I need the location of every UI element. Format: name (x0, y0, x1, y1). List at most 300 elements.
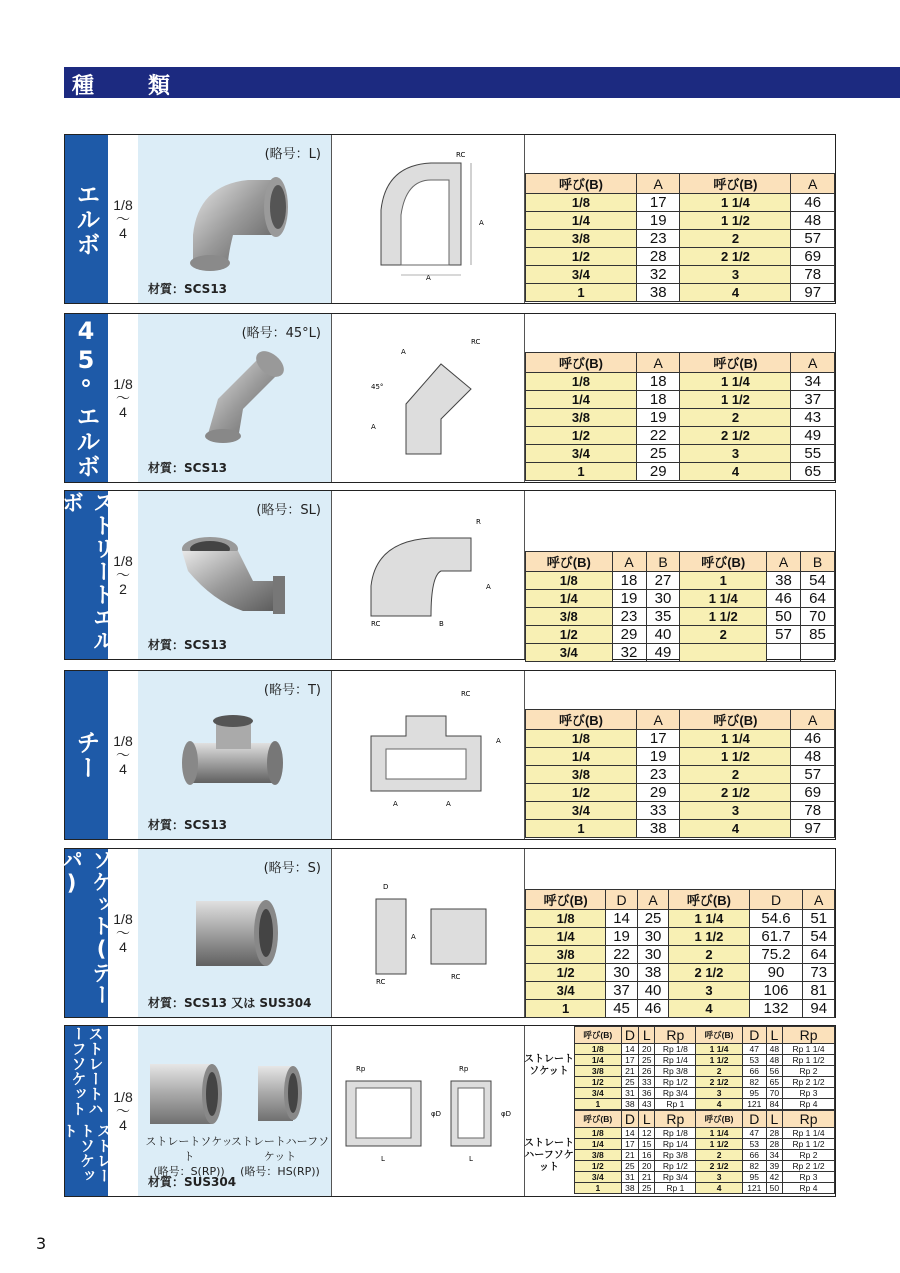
dimension-cell: 17 (636, 194, 680, 212)
dimension-cell: 82 (742, 1077, 766, 1088)
dimension-cell: 61.7 (749, 928, 803, 946)
nominal-size-cell: 2 (680, 766, 791, 784)
dimension-cell: Rp 1/8 (655, 1128, 696, 1139)
street-elbow-drawing (331, 491, 524, 658)
dimension-cell: 70 (766, 1088, 782, 1099)
table-row (526, 194, 835, 212)
dimension-cell: 33 (639, 1077, 655, 1088)
table-row (575, 1150, 835, 1161)
nominal-size-cell: 3/8 (526, 946, 606, 964)
dimension-cell: 132 (749, 1000, 803, 1018)
dimension-cell: 69 (791, 248, 835, 266)
nominal-size-cell: 3 (680, 802, 791, 820)
dimension-cell: 19 (612, 590, 646, 608)
dimension-cell: 45 (606, 1000, 638, 1018)
nominal-size-cell: 1/4 (526, 391, 637, 409)
table-row (526, 427, 835, 445)
nominal-size-cell: 3/4 (575, 1088, 622, 1099)
table-row (526, 590, 835, 608)
column-header: 呼び(B) (696, 1027, 743, 1044)
column-header: Rp (783, 1111, 835, 1128)
column-header: 呼び(B) (575, 1111, 622, 1128)
dimension-cell: 25 (621, 1077, 638, 1088)
spec-table (574, 1026, 835, 1110)
nominal-size-cell: 1/8 (526, 910, 606, 928)
page-number: 3 (36, 1234, 47, 1253)
straight-socket-drawing (331, 1026, 524, 1196)
table-row (526, 608, 835, 626)
svg-text:D: D (383, 883, 389, 891)
dimension-cell: 14 (621, 1128, 638, 1139)
svg-text:A: A (446, 800, 451, 808)
spec-table-container (525, 551, 835, 662)
dimension-cell: 94 (803, 1000, 835, 1018)
column-header: L (766, 1027, 782, 1044)
dimension-cell: 29 (612, 626, 646, 644)
dimension-cell: 84 (766, 1099, 782, 1110)
nominal-size-cell: 3 (696, 1172, 743, 1183)
dimension-cell: 12 (639, 1128, 655, 1139)
nominal-size-cell: 3/8 (575, 1066, 622, 1077)
table-row (526, 409, 835, 427)
column-header: A (612, 552, 646, 572)
spec-table-container (525, 352, 835, 481)
table-row (575, 1161, 835, 1172)
table-row (526, 820, 835, 838)
nominal-size-cell: 1 1/4 (680, 194, 791, 212)
dimension-cell: 20 (639, 1044, 655, 1055)
column-header: D (606, 890, 638, 910)
dimension-cell: 64 (803, 946, 835, 964)
material: 材質：SCS13 又は SUS304 (148, 996, 312, 1010)
dimension-cell: 49 (791, 427, 835, 445)
table-row (575, 1183, 835, 1194)
nominal-size-cell: 2 (696, 1150, 743, 1161)
table-row (526, 982, 835, 1000)
svg-text:A: A (479, 219, 484, 227)
dimension-cell: 37 (606, 982, 638, 1000)
spec-table (525, 352, 835, 481)
material: 材質：SCS13 (148, 282, 228, 296)
nominal-size-cell: 1/8 (575, 1044, 622, 1055)
svg-text:L: L (469, 1155, 473, 1163)
dimension-cell: Rp 1/2 (655, 1161, 696, 1172)
nominal-size-cell: 1/2 (526, 248, 637, 266)
dimension-cell: 22 (606, 946, 638, 964)
dimension-cell: 46 (791, 194, 835, 212)
nominal-size-cell: 1 1/4 (680, 373, 791, 391)
dimension-cell: 50 (767, 608, 801, 626)
column-header: A (636, 174, 680, 194)
table-row (575, 1077, 835, 1088)
dimension-cell: 14 (606, 910, 638, 928)
section-title: 種 類 (72, 74, 187, 99)
dimension-cell: Rp 3/8 (655, 1150, 696, 1161)
dimension-cell: 69 (791, 784, 835, 802)
dimension-cell: 32 (612, 644, 646, 662)
dimension-cell: Rp 1 1/4 (783, 1044, 835, 1055)
dimension-cell: 46 (791, 730, 835, 748)
column-header: 呼び(B) (526, 890, 606, 910)
material: 材質：SCS13 (148, 818, 228, 832)
size-range: 1/8 〜 2 (108, 491, 139, 659)
dimension-cell: Rp 3/4 (655, 1088, 696, 1099)
dimension-cell: 57 (767, 626, 801, 644)
dimension-cell: 49 (646, 644, 680, 662)
nominal-size-cell: 1 (526, 1000, 606, 1018)
nominal-size-cell: 1/8 (526, 572, 613, 590)
45-elbow-drawing (331, 314, 524, 481)
nominal-size-cell: 1 1/2 (696, 1055, 743, 1066)
table-row (575, 1172, 835, 1183)
dimension-cell: 25 (636, 445, 680, 463)
dimension-drawing (331, 135, 525, 303)
dimension-cell: 30 (606, 964, 638, 982)
dimension-cell: 48 (791, 212, 835, 230)
product-photo-panel (138, 849, 332, 1017)
dimension-cell: 18 (636, 373, 680, 391)
column-header: 呼び(B) (526, 353, 637, 373)
dimension-cell: 40 (637, 982, 669, 1000)
nominal-size-cell: 1/4 (526, 928, 606, 946)
svg-text:A: A (486, 583, 491, 591)
column-header: Rp (655, 1111, 696, 1128)
nominal-size-cell: 4 (696, 1183, 743, 1194)
spec-table (525, 173, 835, 302)
column-header: Rp (783, 1027, 835, 1044)
dimension-cell: 29 (636, 784, 680, 802)
table-row (526, 248, 835, 266)
product-straight-socket (61, 1025, 836, 1197)
table-row (526, 572, 835, 590)
table-row (575, 1066, 835, 1077)
dimension-cell: 28 (766, 1128, 782, 1139)
nominal-size-cell: 1/4 (526, 212, 637, 230)
table-row (575, 1139, 835, 1150)
svg-text:Rp: Rp (356, 1065, 366, 1073)
size-range: 1/8 〜 4 (108, 1026, 139, 1196)
nominal-size-cell: 3 (680, 266, 791, 284)
product-street-elbow (58, 490, 836, 661)
dimension-cell: 18 (612, 572, 646, 590)
table-row (526, 946, 835, 964)
nominal-size-cell: 1/2 (575, 1161, 622, 1172)
table-row (526, 373, 835, 391)
nominal-size-cell: 3/4 (526, 644, 613, 662)
dimension-cell: 37 (791, 391, 835, 409)
dimension-cell: 31 (621, 1172, 638, 1183)
dimension-cell: 57 (791, 766, 835, 784)
table-row (575, 1044, 835, 1055)
dimension-cell: 38 (636, 820, 680, 838)
dimension-cell: Rp 3 (783, 1088, 835, 1099)
nominal-size-cell (680, 644, 767, 662)
dimension-cell: 18 (636, 391, 680, 409)
nominal-size-cell: 3/8 (526, 230, 637, 248)
column-header: 呼び(B) (575, 1027, 622, 1044)
nominal-size-cell: 1/8 (526, 373, 637, 391)
dimension-cell: 38 (636, 284, 680, 302)
column-header: 呼び(B) (680, 552, 767, 572)
spec-table (525, 551, 835, 662)
column-header: 呼び(B) (680, 710, 791, 730)
dimension-cell: 82 (742, 1161, 766, 1172)
column-header: 呼び(B) (669, 890, 749, 910)
dimension-cell: 28 (766, 1139, 782, 1150)
tee-drawing (331, 671, 524, 838)
dimension-cell: 25 (621, 1161, 638, 1172)
nominal-size-cell: 3/4 (526, 266, 637, 284)
nominal-size-cell: 3/4 (575, 1172, 622, 1183)
dimension-cell: 25 (639, 1183, 655, 1194)
dimension-cell: 38 (621, 1183, 638, 1194)
dimension-cell: Rp 4 (783, 1099, 835, 1110)
size-range: 1/8 〜 4 (108, 314, 139, 482)
dimension-cell: 14 (621, 1044, 638, 1055)
table-row (575, 1099, 835, 1110)
column-header: A (636, 353, 680, 373)
svg-text:45°: 45° (371, 383, 384, 391)
table-row (526, 445, 835, 463)
dimension-cell: 19 (636, 409, 680, 427)
nominal-size-cell: 1/4 (526, 748, 637, 766)
dimension-cell: Rp 1 (655, 1099, 696, 1110)
dimension-cell: 39 (766, 1161, 782, 1172)
dimension-cell: Rp 1 (655, 1183, 696, 1194)
dimension-cell: 64 (800, 590, 834, 608)
nominal-size-cell: 2 1/2 (680, 784, 791, 802)
dimension-cell: 48 (791, 748, 835, 766)
table-row (526, 784, 835, 802)
dimension-cell: 85 (800, 626, 834, 644)
nominal-size-cell: 4 (680, 284, 791, 302)
svg-text:A: A (371, 423, 376, 431)
nominal-size-cell: 1 1/4 (680, 590, 767, 608)
dimension-cell: 121 (742, 1183, 766, 1194)
dimension-cell: 42 (766, 1172, 782, 1183)
nominal-size-cell: 3/4 (526, 802, 637, 820)
nominal-size-cell: 1 1/2 (680, 608, 767, 626)
dimension-cell: 66 (742, 1066, 766, 1077)
dimension-cell: 97 (791, 820, 835, 838)
column-header: A (791, 710, 835, 730)
dimension-cell: 15 (639, 1139, 655, 1150)
dimension-cell: 47 (742, 1128, 766, 1139)
dimension-cell: 53 (742, 1139, 766, 1150)
column-header: A (803, 890, 835, 910)
nominal-size-cell: 1/2 (526, 964, 606, 982)
svg-text:RC: RC (451, 973, 461, 981)
dimension-cell: 65 (791, 463, 835, 481)
category-name: 45°エルボ (65, 314, 108, 482)
dimension-cell: 47 (742, 1044, 766, 1055)
dimension-cell: Rp 1/4 (655, 1055, 696, 1066)
dimension-cell: 17 (636, 730, 680, 748)
dimension-cell: 36 (639, 1088, 655, 1099)
nominal-size-cell: 1/2 (575, 1077, 622, 1088)
nominal-size-cell: 1 (526, 820, 637, 838)
dimension-drawing (331, 314, 525, 482)
dimension-cell: Rp 1/4 (655, 1139, 696, 1150)
dimension-cell: 30 (637, 928, 669, 946)
table-row (526, 266, 835, 284)
svg-text:A: A (393, 800, 398, 808)
dimension-cell: 33 (636, 802, 680, 820)
table-row (526, 928, 835, 946)
column-header: B (646, 552, 680, 572)
dimension-cell: 27 (646, 572, 680, 590)
column-header: 呼び(B) (680, 353, 791, 373)
product-photo-panel (138, 135, 332, 303)
nominal-size-cell: 1 1/2 (680, 212, 791, 230)
abbreviation: (略号：45°L) (241, 326, 321, 341)
nominal-size-cell: 1/4 (575, 1139, 622, 1150)
dimension-cell: Rp 2 1/2 (783, 1161, 835, 1172)
dimension-cell: 95 (742, 1172, 766, 1183)
dimension-cell (800, 644, 834, 662)
category-name: エルボ (65, 135, 108, 303)
product-photo-panel (138, 491, 332, 659)
nominal-size-cell: 1 1/4 (696, 1128, 743, 1139)
nominal-size-cell: 2 (669, 946, 749, 964)
dimension-cell: 23 (612, 608, 646, 626)
column-header: L (766, 1111, 782, 1128)
dimension-drawing (331, 491, 525, 659)
dimension-cell: 95 (742, 1088, 766, 1099)
column-header: 呼び(B) (526, 552, 613, 572)
abbreviation: (略号：L) (264, 147, 321, 162)
group-label: ストレート ソケット (524, 1054, 574, 1077)
dimension-cell: Rp 1 1/2 (783, 1139, 835, 1150)
nominal-size-cell: 3/4 (526, 445, 637, 463)
caption-straight-socket: ストレートソケット (略号：S(RP)) (145, 1135, 233, 1178)
dimension-cell: 78 (791, 266, 835, 284)
svg-text:RC: RC (371, 620, 381, 628)
column-header: 呼び(B) (526, 174, 637, 194)
column-header: A (791, 174, 835, 194)
dimension-cell: 16 (639, 1150, 655, 1161)
dimension-cell: Rp 3/4 (655, 1172, 696, 1183)
spec-table (525, 889, 835, 1018)
nominal-size-cell: 4 (696, 1099, 743, 1110)
dimension-cell: 30 (646, 590, 680, 608)
spec-table (525, 709, 835, 838)
dimension-cell: 38 (637, 964, 669, 982)
dimension-cell: 21 (639, 1172, 655, 1183)
svg-text:RC: RC (376, 978, 386, 986)
nominal-size-cell: 1 1/2 (680, 748, 791, 766)
nominal-size-cell: 1 1/4 (680, 730, 791, 748)
nominal-size-cell: 2 1/2 (680, 427, 791, 445)
dimension-cell: 22 (636, 427, 680, 445)
dimension-cell: Rp 1 1/2 (783, 1055, 835, 1066)
column-header: D (749, 890, 803, 910)
nominal-size-cell: 2 1/2 (669, 964, 749, 982)
product-tee (64, 670, 836, 840)
svg-text:A: A (411, 933, 416, 941)
svg-text:B: B (439, 620, 444, 628)
dimension-cell: 19 (606, 928, 638, 946)
nominal-size-cell: 1/2 (526, 427, 637, 445)
nominal-size-cell: 1/8 (526, 194, 637, 212)
nominal-size-cell: 1 1/2 (680, 391, 791, 409)
dimension-cell: 19 (636, 748, 680, 766)
dimension-drawing (331, 849, 525, 1017)
nominal-size-cell: 1/2 (526, 626, 613, 644)
table-row (526, 391, 835, 409)
column-header: D (742, 1111, 766, 1128)
nominal-size-cell: 1 (575, 1183, 622, 1194)
column-header: A (636, 710, 680, 730)
nominal-size-cell: 1 1/2 (669, 928, 749, 946)
column-header: 呼び(B) (696, 1111, 743, 1128)
dimension-cell: 78 (791, 802, 835, 820)
dimension-cell: 57 (791, 230, 835, 248)
dimension-cell: 23 (636, 230, 680, 248)
dimension-cell: 25 (637, 910, 669, 928)
dimension-cell: 97 (791, 284, 835, 302)
column-header: B (800, 552, 834, 572)
dimension-cell: 23 (636, 766, 680, 784)
dimension-cell: Rp 1/2 (655, 1077, 696, 1088)
svg-text:RC: RC (461, 690, 471, 698)
dimension-cell: 121 (742, 1099, 766, 1110)
dimension-cell: Rp 4 (783, 1183, 835, 1194)
nominal-size-cell: 3 (669, 982, 749, 1000)
dimension-cell: 20 (639, 1161, 655, 1172)
dimension-cell: 17 (621, 1139, 638, 1150)
dimension-cell: 43 (791, 409, 835, 427)
dimension-cell: 70 (800, 608, 834, 626)
dimension-cell: 75.2 (749, 946, 803, 964)
nominal-size-cell: 4 (680, 463, 791, 481)
column-header: A (767, 552, 801, 572)
dimension-cell: Rp 1 1/4 (783, 1128, 835, 1139)
dimension-cell: 56 (766, 1066, 782, 1077)
table-row (526, 284, 835, 302)
table-row (526, 964, 835, 982)
column-header: L (639, 1111, 655, 1128)
svg-text:R: R (476, 518, 481, 526)
caption-half-socket: ストレートハーフソケット (略号：HS(RP)) (230, 1135, 330, 1178)
nominal-size-cell: 1 1/4 (696, 1044, 743, 1055)
spec-table-container (525, 709, 835, 838)
product-photo-panel (138, 1026, 332, 1196)
abbreviation: (略号：T) (263, 683, 321, 698)
section-header (64, 67, 900, 98)
dimension-cell: 66 (742, 1150, 766, 1161)
product-45-elbow (64, 313, 836, 483)
svg-text:A: A (496, 737, 501, 745)
svg-text:Rp: Rp (459, 1065, 469, 1073)
spec-table-container (524, 1026, 835, 1194)
nominal-size-cell: 1 (575, 1099, 622, 1110)
nominal-size-cell: 3 (680, 445, 791, 463)
table-row (526, 748, 835, 766)
dimension-cell: 48 (766, 1055, 782, 1066)
product-photo-panel (138, 314, 332, 482)
nominal-size-cell: 2 (696, 1066, 743, 1077)
dimension-cell: 40 (646, 626, 680, 644)
svg-text:φD: φD (501, 1110, 512, 1118)
nominal-size-cell: 2 (680, 626, 767, 644)
dimension-cell: 46 (637, 1000, 669, 1018)
svg-text:RC: RC (456, 151, 466, 159)
dimension-cell: Rp 2 1/2 (783, 1077, 835, 1088)
column-header: D (742, 1027, 766, 1044)
size-range: 1/8 〜 4 (108, 135, 139, 303)
column-header: A (637, 890, 669, 910)
